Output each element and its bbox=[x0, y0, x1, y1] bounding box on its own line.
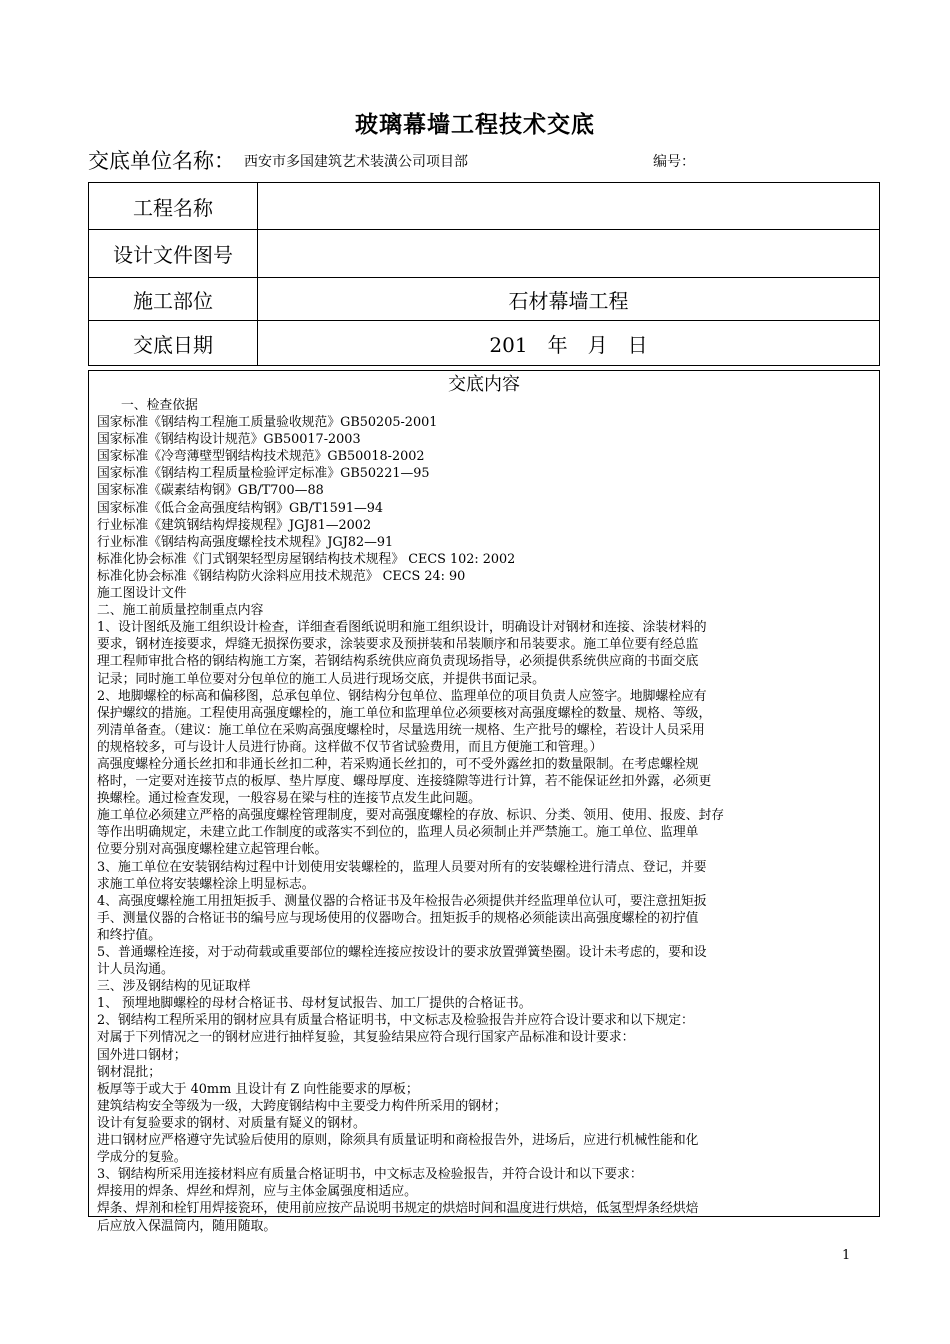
content-line: 焊条、焊剂和栓钉用焊接瓷环，使用前应按产品说明书规定的烘焙时间和温度进行烘焙，低氢型焊条经烘焙 bbox=[97, 1201, 699, 1217]
content-line: 求施工单位将安装螺栓涂上明显标志。 bbox=[97, 876, 315, 892]
content-line: 国外进口钢材； bbox=[97, 1047, 187, 1063]
content-line: 国家标准《冷弯薄壁型钢结构技术规范》GB50018-2002 bbox=[97, 449, 425, 465]
document-title: 玻璃幕墙工程技术交底 bbox=[355, 111, 595, 138]
content-line: 3、钢结构所采用连接材料应有质量合格证明书，中文标志及检验报告，并符合设计和以下要求： bbox=[97, 1167, 643, 1183]
content-line: 4、高强度螺栓施工用扭矩扳手、测量仪器的合格证书及年检报告必须提供并经监理单位认可，要注意扭矩扳 bbox=[97, 893, 707, 909]
content-line: 行业标准《钢结构高强度螺栓技术规程》JGJ82—91 bbox=[97, 534, 394, 550]
date-value: 201 年 月 日 bbox=[258, 321, 880, 366]
content-line: 1、 预埋地脚螺栓的母材合格证书、母材复试报告、加工厂提供的合格证书。 bbox=[97, 996, 532, 1012]
content-line: 的规格较多，可与设计人员进行协商。这样做不仅节省试验费用，而且方便施工和管理。） bbox=[97, 739, 603, 755]
content-line: 进口钢材应严格遵守先试验后使用的原则，除须具有质量证明和商检报告外，进场后，应进行机械性能和化 bbox=[97, 1133, 699, 1149]
content-line: 对属于下列情况之一的钢材应进行抽样复验，其复验结果应符合现行国家产品标准和设计要求： bbox=[97, 1030, 635, 1046]
content-line: 保护螺纹的措施。工程使用高强度螺栓的，施工单位和监理单位必须要核对高强度螺栓的数量、规格、等级， bbox=[97, 705, 712, 721]
row-location bbox=[89, 278, 880, 321]
content-box bbox=[88, 370, 880, 1234]
content-line: 施工单位必须建立严格的高强度螺栓管理制度，要对高强度螺栓的存放、标识、分类、领用、使用、报废、封存 bbox=[97, 808, 725, 824]
design-doc-value bbox=[258, 230, 880, 278]
content-line: 和终拧值。 bbox=[97, 927, 161, 943]
project-name-label: 工程名称 bbox=[89, 183, 258, 230]
unit-row bbox=[88, 146, 880, 176]
unit-label: 交底单位名称： bbox=[88, 149, 235, 173]
serial-number-label: 编号： bbox=[653, 154, 695, 170]
design-doc-label: 设计文件图号 bbox=[89, 230, 258, 278]
content-line: 要求，钢材连接要求，焊缝无损探伤要求，涂装要求及预拼装和吊装顺序和吊装要求。施工单位要有经总监 bbox=[97, 637, 699, 653]
content-line: 理工程师审批合格的钢结构施工方案，若钢结构系统供应商负责现场指导，必须提供系统供应商的书面交底 bbox=[97, 654, 699, 670]
content-line: 国家标准《低合金高强度结构钢》GB/T1591—94 bbox=[97, 500, 384, 516]
content-title: 交底内容 bbox=[448, 374, 520, 395]
content-line: 1、设计图纸及施工组织设计检查，详细查看图纸说明和施工组织设计，明确设计对钢材和连接、涂装材料的 bbox=[97, 620, 707, 636]
content-line: 位要分别对高强度螺栓建立起管理台帐。 bbox=[97, 842, 328, 858]
row-design-doc bbox=[89, 230, 880, 278]
content-line: 后应放入保温筒内，随用随取。 bbox=[97, 1218, 277, 1234]
content-line: 行业标准《建筑钢结构焊接规程》JGJ81—2002 bbox=[97, 517, 372, 533]
content-line: 二、施工前质量控制重点内容 bbox=[97, 603, 264, 619]
unit-value: 西安市多国建筑艺术装潢公司项目部 bbox=[244, 154, 468, 170]
location-label: 施工部位 bbox=[89, 278, 258, 321]
content-line: 标准化协会标准《门式钢架轻型房屋钢结构技术规程》 CECS 102: 2002 bbox=[97, 551, 516, 567]
content-line: 一、检查依据 bbox=[121, 398, 198, 413]
date-label: 交底日期 bbox=[89, 321, 258, 366]
content-line: 5、普通螺栓连接，对于动荷载或重要部位的螺栓连接应按设计的要求放置弹簧垫圈。设计未考虑的，要和设 bbox=[97, 945, 707, 960]
content-line: 国家标准《钢结构工程质量检验评定标准》GB50221—95 bbox=[97, 466, 430, 482]
content-line: 换螺栓。通过检查发现，一般容易在梁与柱的连接节点发生此问题。 bbox=[97, 791, 481, 807]
content-line: 国家标准《钢结构工程施工质量验收规范》GB50205-2001 bbox=[97, 415, 438, 431]
page-number: 1 bbox=[842, 1248, 851, 1263]
content-line: 等作出明确规定，未建立此工作制度的或落实不到位的，监理人员必须制止并严禁施工。施工单位、监理单 bbox=[97, 825, 699, 841]
content-line: 三、涉及钢结构的见证取样 bbox=[97, 979, 251, 995]
content-line: 格时，一定要对连接节点的板厚、垫片厚度、螺母厚度、连接缝隙等进行计算，若不能保证丝扣外露，必须更 bbox=[97, 774, 712, 790]
project-name-value bbox=[258, 183, 880, 230]
content-line: 国家标准《碳素结构钢》GB/T700—88 bbox=[97, 483, 324, 499]
content-line: 国家标准《钢结构设计规范》GB50017-2003 bbox=[97, 432, 361, 448]
content-line: 3、施工单位在安装钢结构过程中计划使用安装螺栓的，监理人员要对所有的安装螺栓进行清点、登记，并要 bbox=[97, 859, 707, 875]
row-date bbox=[89, 321, 880, 366]
content-line: 手、测量仪器的合格证书的编号应与现场使用的仪器吻合。扭矩扳手的规格必须能读出高强度螺栓的初拧值 bbox=[97, 910, 699, 926]
content-line: 列清单备查。（建议：施工单位在采购高强度螺栓时，尽量选用统一规格、生产批号的螺栓，若设计人员采用 bbox=[97, 722, 705, 738]
content-line: 计人员沟通。 bbox=[97, 962, 174, 978]
row-project-name bbox=[89, 183, 880, 230]
info-table bbox=[88, 182, 880, 366]
content-line: 板厚等于或大于 40mm 且设计有 Z 向性能要求的厚板； bbox=[97, 1081, 419, 1097]
content-line: 学成分的复验。 bbox=[97, 1150, 187, 1166]
location-value: 石材幕墙工程 bbox=[258, 278, 880, 321]
content-line: 建筑结构安全等级为一级，大跨度钢结构中主要受力构件所采用的钢材； bbox=[97, 1098, 507, 1114]
content-line: 标准化协会标准《钢结构防火涂料应用技术规范》 CECS 24: 90 bbox=[97, 568, 466, 584]
content-line: 钢材混批； bbox=[97, 1064, 161, 1080]
content-line: 焊接用的焊条、焊丝和焊剂，应与主体金属强度相适应。 bbox=[97, 1184, 417, 1200]
content-line: 设计有复验要求的钢材、对质量有疑义的钢材。 bbox=[97, 1115, 366, 1131]
content-line: 记录；同时施工单位要对分包单位的施工人员进行现场交底，并提供书面记录。 bbox=[97, 671, 545, 687]
content-line: 施工图设计文件 bbox=[97, 586, 187, 602]
content-lines bbox=[89, 397, 879, 1235]
content-line: 高强度螺栓分通长丝扣和非通长丝扣二种，若采购通长丝扣的，可不受外露丝扣的数量限制。在考虑螺栓规 bbox=[97, 756, 699, 772]
content-line: 2、钢结构工程所采用的钢材应具有质量合格证明书，中文标志及检验报告并应符合设计要求和以下规定： bbox=[97, 1013, 694, 1029]
content-line: 2、地脚螺栓的标高和偏移图，总承包单位、钢结构分包单位、监理单位的项目负责人应签字。地脚螺栓应有 bbox=[97, 688, 707, 704]
